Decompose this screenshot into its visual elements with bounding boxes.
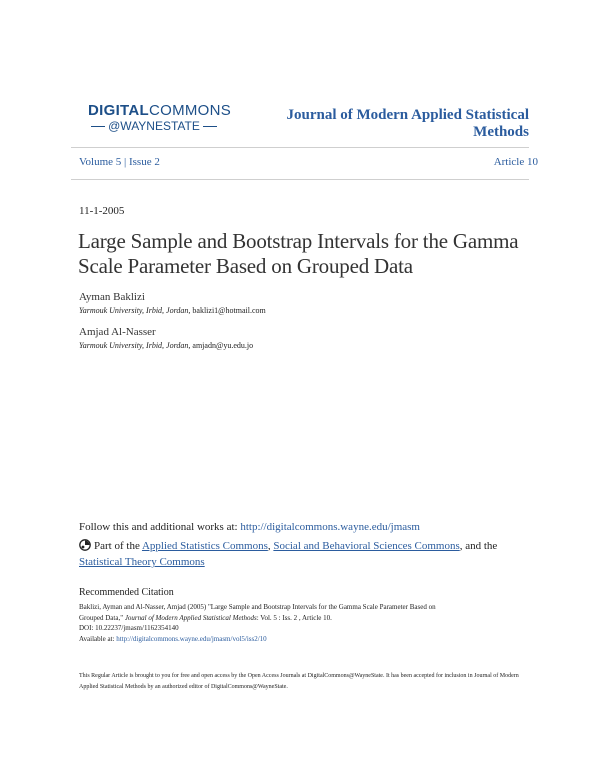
applied-statistics-commons-link[interactable]: Applied Statistics Commons [141, 540, 268, 552]
citation-heading: Recommended Citation [79, 587, 174, 598]
part-of-line [79, 539, 529, 569]
author-affiliation-institution: Yarmouk University, Irbid, Jordan [79, 306, 189, 315]
author-email: , baklizi1@hotmail.com [188, 306, 266, 315]
part-of-sep1: , [267, 540, 274, 552]
header-divider [71, 147, 529, 148]
publication-date: 11-1-2005 [79, 205, 125, 217]
citation-available [79, 634, 529, 645]
article-title: Large Sample and Bootstrap Intervals for the Gamma Scale Parameter Based on Grouped Data [78, 229, 519, 278]
citation-body [79, 602, 529, 644]
author-name: Amjad Al-Nasser [79, 326, 156, 338]
part-of-sep2: , and the [459, 540, 498, 552]
citation-url-link[interactable]: http://digitalcommons.wayne.edu/jmasm/vol5/iss2/10 [116, 634, 267, 643]
citation-available-prefix: Available at: [79, 634, 117, 643]
citation-line1: Baklizi, Ayman and Al-Nasser, Amjad (2005) "Large Sample and Bootstrap Intervals for the Gamma Scale Parameter Based on [79, 603, 436, 611]
journal-title-link[interactable]: Journal of Modern Applied Statistical Methods [286, 107, 529, 140]
author-affiliation [79, 306, 266, 315]
logo-wordmark: DIGITALCOMMONS [88, 102, 232, 119]
access-statement: This Regular Article is brought to you for free and open access by the Open Access Journals at DigitalCommons@WayneState. It has been accepted for inclusion in Journal of Modern Applied Statistical Methods by an authorized editor of DigitalCommons@WayneState. [79, 673, 519, 690]
digital-commons-logo[interactable] [88, 102, 232, 133]
network-commons-icon [79, 539, 91, 555]
citation-journal: Journal of Modern Applied Statistical Methods [124, 613, 257, 622]
logo-dash-left [91, 126, 105, 127]
follow-text: Follow this and additional works at: [79, 521, 241, 533]
follow-url-link[interactable]: http://digitalcommons.wayne.edu/jmasm [240, 521, 420, 533]
volume-link[interactable]: Volume 5 [79, 156, 122, 168]
citation-line2 [79, 613, 529, 624]
citation-line2-prefix: Grouped Data," [79, 613, 125, 622]
follow-line [79, 521, 420, 533]
logo-subline [88, 120, 220, 132]
issue-link[interactable]: Issue 2 [128, 156, 160, 168]
part-of-prefix: Part of the [94, 540, 142, 552]
logo-dash-right [203, 126, 217, 127]
author-affiliation [79, 341, 253, 350]
statistical-theory-commons-link[interactable]: Statistical Theory Commons [79, 556, 205, 568]
author-name: Ayman Baklizi [79, 291, 145, 303]
logo-subline-text: @WAYNESTATE [108, 119, 200, 133]
social-behavioral-sciences-commons-link[interactable]: Social and Behavioral Sciences Commons [273, 540, 460, 552]
author-affiliation-institution: Yarmouk University, Irbid, Jordan [79, 341, 189, 350]
issue-divider [71, 179, 529, 180]
citation-line2-suffix: : Vol. 5 : Iss. 2 , Article 10. [256, 613, 332, 622]
volume-issue [79, 156, 160, 168]
author-email: , amjadn@yu.edu.jo [188, 341, 254, 350]
citation-doi: DOI: 10.22237/jmasm/1162354140 [79, 624, 179, 632]
article-number-link[interactable]: Article 10 [493, 156, 538, 168]
volume-separator: | [121, 156, 129, 168]
